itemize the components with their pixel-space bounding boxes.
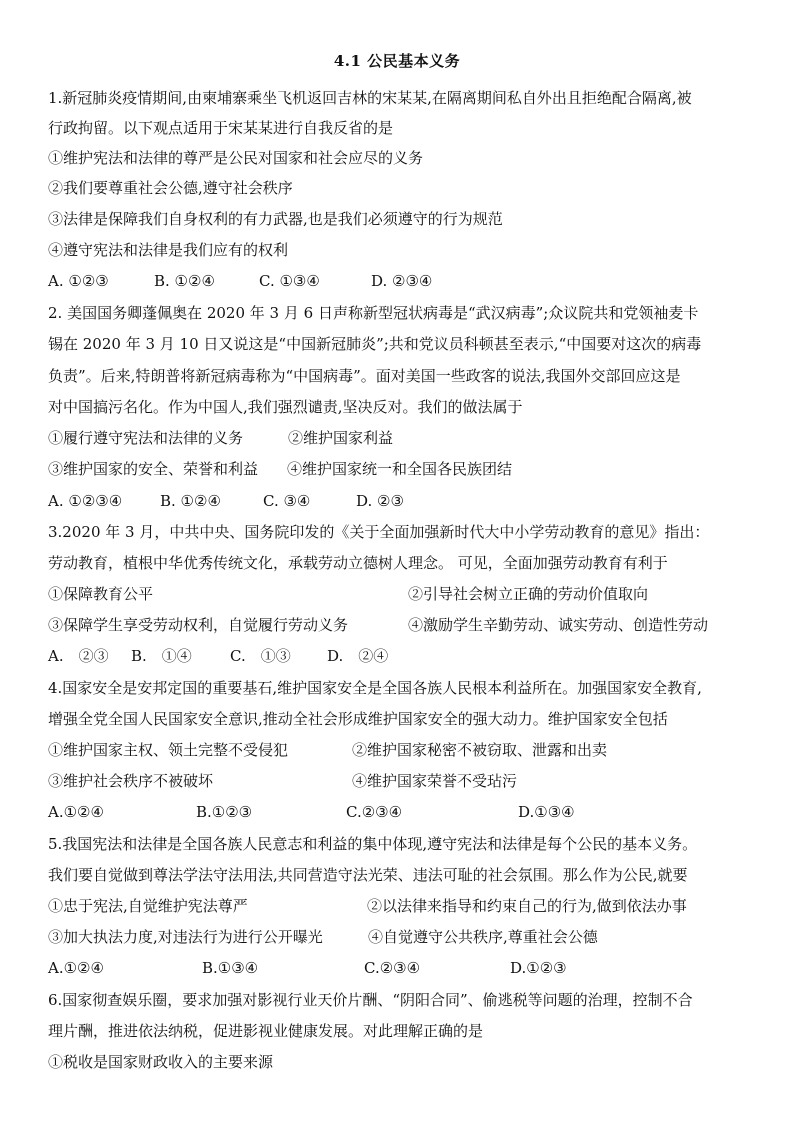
q3-option-c: C. ①③ bbox=[230, 647, 291, 665]
q2-item-1: ①履行遵守宪法和法律的义务 bbox=[48, 429, 244, 447]
q1-item-4: ④遵守宪法和法律是我们应有的权利 bbox=[48, 241, 289, 259]
q5-item-1: ①忠于宪法,自觉维护宪法尊严 bbox=[48, 897, 248, 915]
q1-option-d: D. ②③④ bbox=[371, 272, 433, 290]
q5-option-d: D.①②③ bbox=[510, 959, 567, 977]
q1-option-c: C. ①③④ bbox=[259, 272, 320, 290]
q2-stem-line-3: 负责”。后来,特朗普将新冠病毒称为“中国病毒”。面对美国一些政客的说法,我国外交部回应这是 bbox=[48, 367, 681, 385]
q1-stem-line-1: 1.新冠肺炎疫情期间,由柬埔寨乘坐飞机返回吉林的宋某某,在隔离期间私自外出且拒绝配合隔离,被 bbox=[48, 89, 692, 107]
q3-stem-line-2: 劳动教育，植根中华优秀传统文化，承载劳动立德树人理念。 可见，全面加强劳动教育有利于 bbox=[48, 554, 668, 572]
q2-stem-line-2: 锡在 2020 年 3 月 10 日又说这是“中国新冠肺炎”;共和党议员科顿甚至表示,“中国要对这次的病毒 bbox=[48, 335, 702, 353]
q4-item-3: ③维护社会秩序不被破坏 bbox=[48, 772, 214, 790]
q5-stem-line-1: 5.我国宪法和法律是全国各族人民意志和利益的集中体现,遵守宪法和法律是每个公民的基本义务。 bbox=[48, 835, 698, 853]
q6-stem-line-2: 理片酬，推进依法纳税，促进影视业健康发展。对此理解正确的是 bbox=[48, 1022, 484, 1040]
q4-stem-line-1: 4.国家安全是安邦定国的重要基石,维护国家安全是全国各族人民根本利益所在。加强国家安全教育, bbox=[48, 679, 702, 697]
q1-stem-line-2: 行政拘留。以下观点适用于宋某某进行自我反省的是 bbox=[48, 119, 394, 137]
q5-item-3: ③加大执法力度,对违法行为进行公开曝光 bbox=[48, 928, 323, 946]
q3-option-d: D. ②④ bbox=[327, 647, 389, 665]
q5-item-2: ②以法律来指导和约束自己的行为,做到依法办事 bbox=[367, 897, 687, 915]
q2-option-c: C. ③④ bbox=[263, 492, 311, 510]
q2-stem-line-1: 2. 美国国务卿蓬佩奥在 2020 年 3 月 6 日声称新型冠状病毒是“武汉病毒”;众议院共和党领袖麦卡 bbox=[48, 304, 699, 322]
q4-option-c: C.②③④ bbox=[346, 803, 403, 821]
q2-item-4: ④维护国家统一和全国各民族团结 bbox=[287, 460, 513, 478]
q4-option-b: B.①②③ bbox=[196, 803, 253, 821]
q5-option-c: C.②③④ bbox=[364, 959, 421, 977]
q2-option-a: A. ①②③④ bbox=[48, 492, 123, 510]
q4-stem-line-2: 增强全党全国人民国家安全意识,推动全社会形成维护国家安全的强大动力。维护国家安全包括 bbox=[48, 710, 668, 728]
q1-item-3: ③法律是保障我们自身权利的有力武器,也是我们必须遵守的行为规范 bbox=[48, 210, 503, 228]
q2-option-d: D. ②③ bbox=[356, 492, 404, 510]
page-title: 4.1 公民基本义务 bbox=[333, 52, 461, 70]
q4-option-a: A.①②④ bbox=[48, 803, 104, 821]
q2-stem-line-4: 对中国搞污名化。作为中国人,我们强烈谴责,坚决反对。我们的做法属于 bbox=[48, 398, 523, 416]
q3-option-a: A. ②③ bbox=[48, 647, 109, 665]
q3-stem-line-1: 3.2020 年 3 月，中共中央、国务院印发的《关于全面加强新时代大中小学劳动教育的意见》指出： bbox=[48, 523, 710, 541]
q1-item-1: ①维护宪法和法律的尊严是公民对国家和社会应尽的义务 bbox=[48, 149, 424, 167]
q3-item-3: ③保障学生享受劳动权利，自觉履行劳动义务 bbox=[48, 616, 349, 634]
q4-item-4: ④维护国家荣誉不受玷污 bbox=[352, 772, 518, 790]
q4-item-2: ②维护国家秘密不被窃取、泄露和出卖 bbox=[352, 741, 608, 759]
q2-item-3: ③维护国家的安全、荣誉和利益 bbox=[48, 460, 259, 478]
q3-option-b: B. ①④ bbox=[131, 647, 192, 665]
q4-item-1: ①维护国家主权、领土完整不受侵犯 bbox=[48, 741, 289, 759]
q2-item-2: ②维护国家利益 bbox=[288, 429, 394, 447]
q3-item-2: ②引导社会树立正确的劳动价值取向 bbox=[408, 585, 649, 603]
q4-option-d: D.①③④ bbox=[518, 803, 575, 821]
q5-stem-line-2: 我们要自觉做到尊法学法守法用法,共同营造守法光荣、违法可耻的社会氛围。那么作为公民,就要 bbox=[48, 866, 688, 884]
q1-option-b: B. ①②④ bbox=[154, 272, 215, 290]
q1-option-a: A. ①②③ bbox=[48, 272, 109, 290]
q5-option-a: A.①②④ bbox=[48, 959, 104, 977]
q3-item-1: ①保障教育公平 bbox=[48, 585, 154, 603]
q6-stem-line-1: 6.国家彻查娱乐圈，要求加强对影视行业天价片酬、“阴阳合同”、偷逃税等问题的治理，控制不合 bbox=[48, 991, 693, 1009]
q6-item-1: ①税收是国家财政收入的主要来源 bbox=[48, 1053, 274, 1071]
q2-option-b: B. ①②④ bbox=[160, 492, 221, 510]
q5-option-b: B.①③④ bbox=[202, 959, 259, 977]
q1-item-2: ②我们要尊重社会公德,遵守社会秩序 bbox=[48, 179, 293, 197]
q3-item-4: ④激励学生辛勤劳动、诚实劳动、创造性劳动 bbox=[408, 616, 709, 634]
q5-item-4: ④自觉遵守公共秩序,尊重社会公德 bbox=[368, 928, 598, 946]
